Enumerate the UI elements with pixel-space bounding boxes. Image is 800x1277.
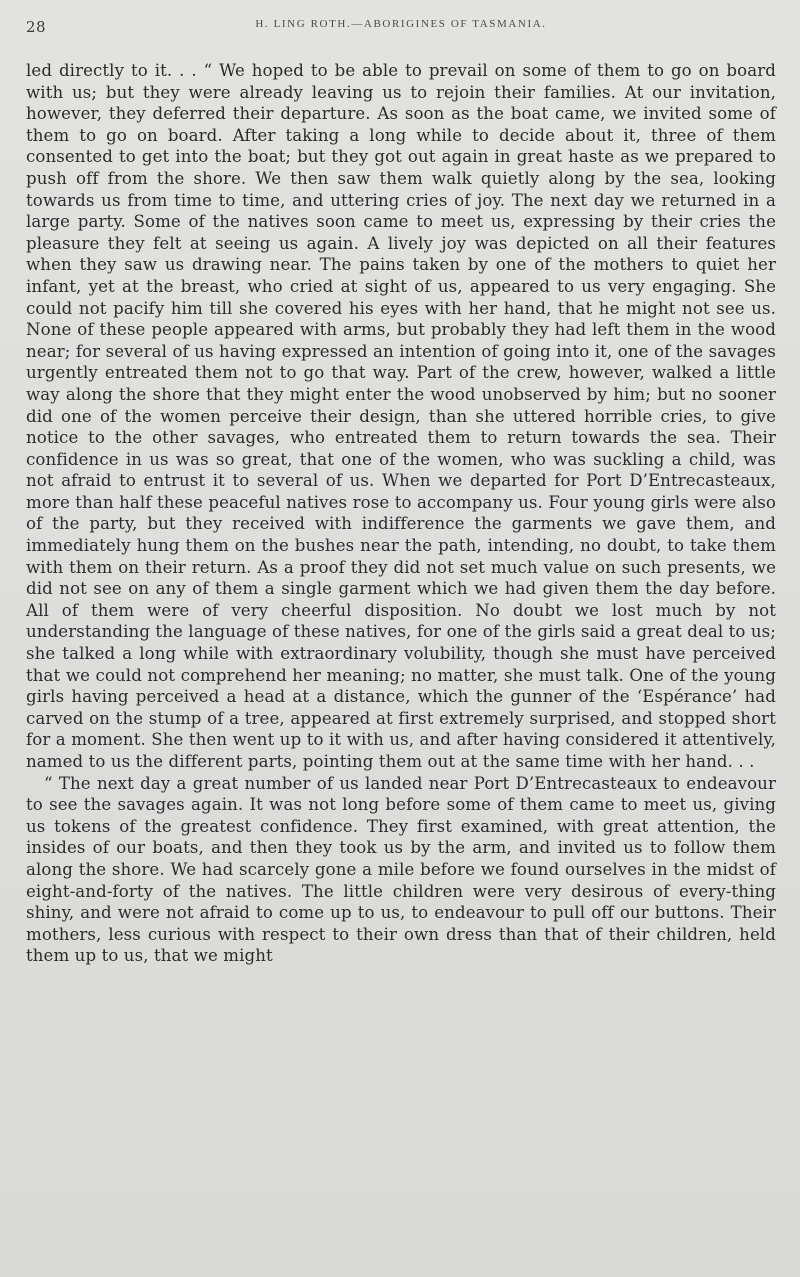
page-header (26, 8, 776, 44)
running-head: H. LING ROTH.—ABORIGINES OF TASMANIA. (255, 18, 547, 30)
page-number: 28 (26, 18, 47, 36)
paragraph-1: led directly to it. . . “ We hoped to be able to prevail on some of them to go on board with us; but they were already leaving us to rejoin their families. At our invitation, however, they deferred their departure. As soon as the boat came, we invited some of them to go on board. After taking a long while to decide about it, three of them consented to get into the boat; but they got out again in great haste as we prepared to push off from the shore. We then saw them walk quietly along by the sea, looking towards us from time to time, and uttering cries of joy. The next day we returned in a large party. Some of the natives soon came to meet us, expressing by their cries the pleasure they felt at seeing us again. A lively joy was depicted on all their features when they saw us drawing near. The pains taken by one of the mothers to quiet her infant, yet at the breast, who cried at sight of us, appeared to us very engaging. She could not pacify him till she covered his eyes with her hand, that he might not see us. None of these people appeared with arms, but probably they had left them in the wood near; for several of us having expressed an intention of going into it, one of the savages urgently entreated them not to go that way. Part of the crew, however, walked a little way along the shore that they might enter the wood unobserved by him; but no sooner did one of the women perceive their design, than she uttered horrible cries, to give notice to the other savages, who entreated them to return towards the sea. Their confidence in us was so great, that one of the women, who was suckling a child, was not afraid to entrust it to several of us. When we departed for Port D’Entrecasteaux, more than half these peaceful natives rose to accompany us. Four young girls were also of the party, but they received with indifference the garments we gave them, and immediately hung them on the bushes near the path, intending, no doubt, to take them with them on their return. As a proof they did not set much value on such presents, we did not see on any of them a single garment which we had given them the day before. All of them were of very cheerful disposition. No doubt we lost much by not understanding the language of these natives, for one of the girls said a great deal to us; she talked a long while with extraordinary volubility, though she must have perceived that we could not comprehend her meaning; no matter, she must talk. One of the young girls having perceived a head at a distance, which the gunner of the ‘Espérance’ had carved on the stump of a tree, appeared at first extremely surprised, and stopped short for a moment. She then went up to it with us, and after having considered it attentively, named to us the different parts, pointing them out at the same time with her hand. . . (26, 61, 776, 771)
paragraph-2: “ The next day a great number of us landed near Port D’Entrecasteaux to endeavour to see the savages again. It was not long before some of them came to meet us, giving us tokens of the greatest confidence. They first examined, with great attention, the insides of our boats, and then they took us by the arm, and invited us to follow them along the shore. We had scarcely gone a mile before we found ourselves in the midst of eight-and-forty of the natives. The little children were very desirous of every-thing shiny, and were not afraid to come up to us, to endeavour to pull off our buttons. Their mothers, less curious with respect to their own dress than that of their children, held them up to us, that we might (26, 773, 776, 966)
body-text (26, 60, 776, 967)
